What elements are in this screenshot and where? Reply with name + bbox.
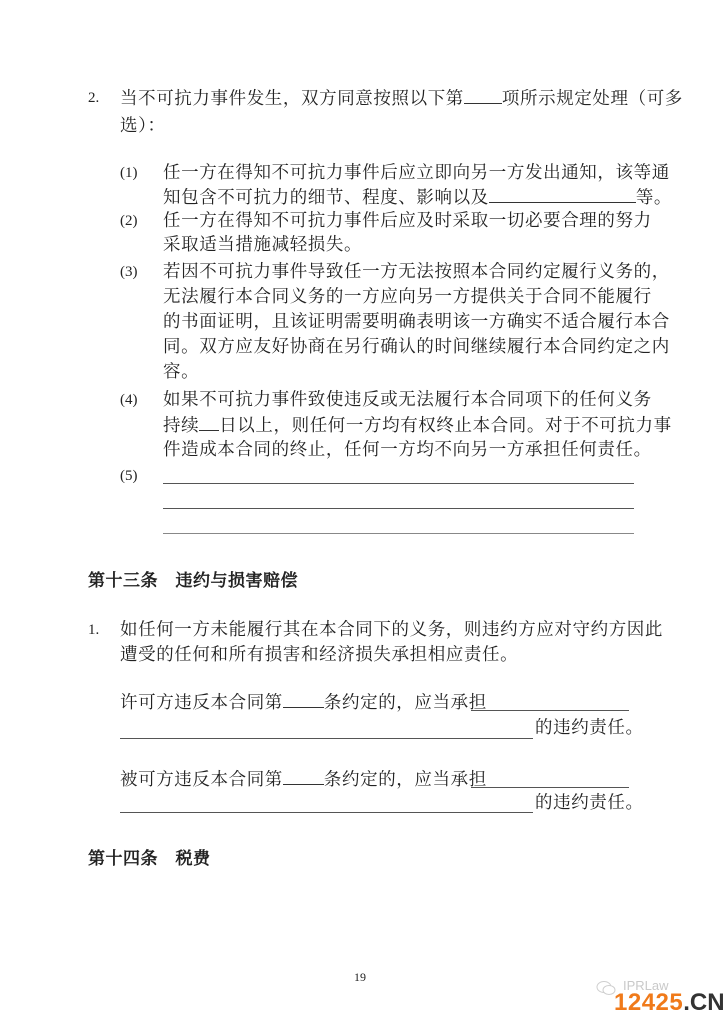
blank-line[interactable] [163,483,634,484]
liability-text-part: 的违约责任。 [535,793,644,813]
blank-field[interactable] [283,690,324,708]
item-marker: (5) [120,468,138,484]
blank-field[interactable] [489,185,636,203]
watermark-suffix: .CN [683,989,725,1016]
clause-text: 如任何一方未能履行其在本合同下的义务，则违约方应对守约方因此 [120,620,663,640]
liability-text-part: 的违约责任。 [535,718,644,738]
item-marker: (3) [120,264,138,280]
liability-text-part: 许可方违反本合同第 [120,693,283,713]
item-text [163,413,672,439]
clause-text: 遭受的任何和所有损害和经济损失承担相应责任。 [120,645,519,665]
blank-line[interactable] [120,812,533,813]
clause-text [120,86,683,112]
item-text [163,185,672,211]
item-marker: (4) [120,392,138,408]
item-text-part: 日以上，则任何一方均有权终止本合同。对于不可抗力事 [219,416,672,436]
blank-field[interactable] [199,413,219,431]
blank-line[interactable] [120,738,533,739]
item-text: 任一方在得知不可抗力事件后应立即向另一方发出通知，该等通 [163,163,670,183]
page-number: 19 [354,970,366,984]
blank-line[interactable] [163,508,634,509]
item-marker: (2) [120,213,138,229]
item-text: 同。双方应友好协商在另行确认的时间继续履行本合同约定之内 [163,337,670,357]
blank-line[interactable] [471,787,629,788]
item-text: 容。 [163,362,200,382]
site-watermark [614,989,725,1017]
clause-text-part: 项所示规定处理（可多 [501,89,683,109]
blank-line[interactable] [471,710,629,711]
clause-number: 2. [88,90,100,106]
wechat-icon [596,980,616,996]
licensee-liability [120,767,487,793]
blank-field[interactable] [283,767,324,785]
clause-number: 1. [88,622,100,638]
item-text: 件造成本合同的终止，任何一方均不向另一方承担任何责任。 [163,440,652,460]
item-text-part: 等。 [635,188,673,208]
section-heading: 第十三条 违约与损害赔偿 [88,571,298,591]
blank-field[interactable] [464,86,502,104]
item-text: 的书面证明，且该证明需要明确表明该一方确实不适合履行本合 [163,312,670,332]
blank-line[interactable] [163,533,634,534]
item-text-part: 持续 [163,416,200,436]
liability-text-part: 条约定的，应当承担 [323,770,487,790]
clause-text-part: 当不可抗力事件发生，双方同意按照以下第 [120,89,464,109]
watermark-number: 12425 [614,989,684,1016]
liability-text-part: 被可方违反本合同第 [120,770,283,790]
item-marker: (1) [120,165,138,181]
watermark-faint-text: IPRLaw [623,978,669,993]
item-text: 若因不可抗力事件导致任一方无法按照本合同约定履行义务的， [163,262,670,282]
clause-text: 选）： [120,116,166,136]
section-heading: 第十四条 税费 [88,849,211,869]
item-text: 如果不可抗力事件致使违反或无法履行本合同项下的任何义务 [163,390,652,410]
liability-text-part: 条约定的，应当承担 [323,693,487,713]
item-text: 无法履行本合同义务的一方应向另一方提供关于合同不能履行 [163,287,652,307]
item-text-part: 知包含不可抗力的细节、程度、影响以及 [163,188,489,208]
item-text: 采取适当措施减轻损失。 [163,235,363,255]
item-text: 任一方在得知不可抗力事件后应及时采取一切必要合理的努力 [163,211,652,231]
licensor-liability [120,690,487,716]
